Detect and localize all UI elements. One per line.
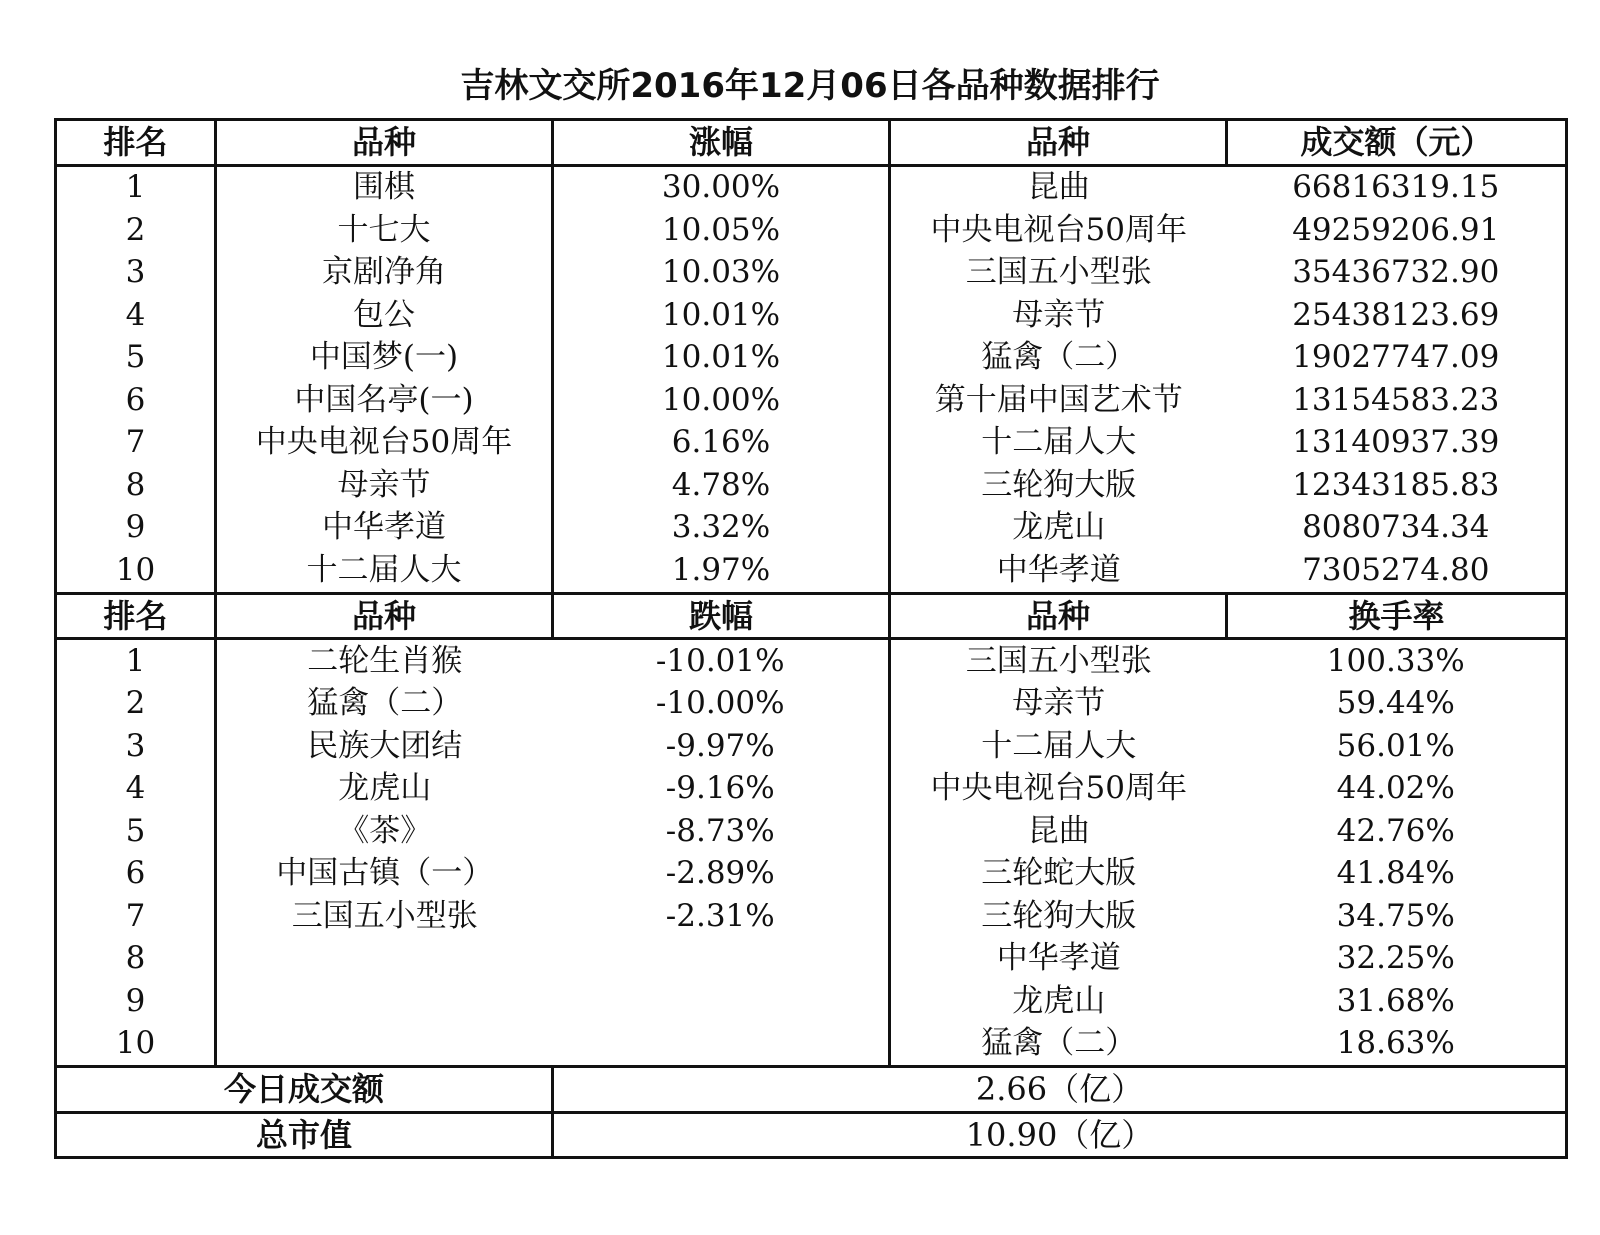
table-row <box>56 464 1567 507</box>
table-row <box>56 422 1567 465</box>
table-row <box>56 938 1567 981</box>
top-gain-name: 母亲节 <box>216 464 553 507</box>
bottom-loss-name: 龙虎山 <box>338 770 432 807</box>
bottom-loss-name: 中国古镇（一） <box>276 855 494 892</box>
bottom-turn-name: 中华孝道 <box>996 940 1121 977</box>
top-rank: 9 <box>56 507 216 550</box>
top-volume: 13140937.39 <box>1227 422 1567 465</box>
bottom-loss <box>553 980 890 1023</box>
table-row <box>56 379 1567 422</box>
bottom-turnover: 42.76% <box>1227 810 1567 853</box>
top-rank: 10 <box>56 549 216 593</box>
top-vol-name: 中华孝道 <box>996 551 1121 588</box>
bottom-rank: 4 <box>56 768 216 811</box>
top-vol-name: 龙虎山 <box>1012 509 1106 546</box>
bottom-turnover: 56.01% <box>1227 725 1567 768</box>
top-rank: 8 <box>56 464 216 507</box>
bottom-loss-name: 民族大团结 <box>307 727 463 764</box>
bottom-rank: 2 <box>56 683 216 726</box>
top-gain-name: 京剧净角 <box>216 252 553 295</box>
top-gain: 10.00% <box>553 379 890 422</box>
top-volume: 66816319.15 <box>1227 165 1567 209</box>
bottom-turn-name: 昆曲 <box>1027 812 1090 849</box>
bottom-loss-name: 猛禽（二） <box>307 685 463 722</box>
top-gain: 10.01% <box>553 294 890 337</box>
top-volume: 8080734.34 <box>1227 507 1567 550</box>
top-gain-name: 中国梦(一) <box>216 337 553 380</box>
bottom-loss-name <box>216 1023 553 1067</box>
table-row <box>56 639 1567 683</box>
bottom-header-name-a: 品种 <box>216 593 553 639</box>
top-volume: 19027747.09 <box>1227 337 1567 380</box>
ranking-table <box>54 118 1568 1159</box>
top-gain-name: 中央电视台50周年 <box>216 422 553 465</box>
top-gain-name: 十七大 <box>216 209 553 252</box>
table-row <box>56 895 1567 938</box>
bottom-turnover: 18.63% <box>1227 1023 1567 1067</box>
top-gain-name: 包公 <box>216 294 553 337</box>
bottom-turn-name: 母亲节 <box>1012 685 1106 722</box>
top-header-rank: 排名 <box>56 120 216 166</box>
bottom-turnover: 34.75% <box>1227 895 1567 938</box>
bottom-header-row <box>56 593 1567 639</box>
top-gain-name: 中国名亭(一) <box>216 379 553 422</box>
bottom-loss: -8.73% <box>553 810 890 853</box>
top-rank: 6 <box>56 379 216 422</box>
table-row <box>56 1023 1567 1067</box>
top-vol-name: 十二届人大 <box>981 424 1137 461</box>
summary-value: 2.66（亿） <box>553 1067 1567 1113</box>
table-row <box>56 507 1567 550</box>
top-header-name-a: 品种 <box>216 120 553 166</box>
bottom-rank: 7 <box>56 895 216 938</box>
top-rank: 4 <box>56 294 216 337</box>
bottom-turnover: 32.25% <box>1227 938 1567 981</box>
table-row <box>56 337 1567 380</box>
top-gain: 4.78% <box>553 464 890 507</box>
bottom-header-rank: 排名 <box>56 593 216 639</box>
bottom-loss: -2.89% <box>553 853 890 896</box>
bottom-turnover: 31.68% <box>1227 980 1567 1023</box>
bottom-loss-name <box>216 938 553 981</box>
top-rank: 3 <box>56 252 216 295</box>
table-row <box>56 725 1567 768</box>
top-gain-name: 中华孝道 <box>216 507 553 550</box>
bottom-loss: -10.01% <box>553 639 890 683</box>
summary-value: 10.90（亿） <box>553 1112 1567 1158</box>
bottom-loss-name: 三国五小型张 <box>291 897 478 934</box>
bottom-turnover: 100.33% <box>1227 639 1567 683</box>
top-volume: 35436732.90 <box>1227 252 1567 295</box>
top-gain: 10.05% <box>553 209 890 252</box>
summary-row <box>56 1112 1567 1158</box>
summary-row <box>56 1067 1567 1113</box>
top-gain: 10.01% <box>553 337 890 380</box>
top-gain: 3.32% <box>553 507 890 550</box>
bottom-turn-name: 龙虎山 <box>1012 982 1106 1019</box>
table-row <box>56 980 1567 1023</box>
top-vol-name: 母亲节 <box>1012 296 1106 333</box>
bottom-loss <box>553 938 890 981</box>
top-volume: 7305274.80 <box>1227 549 1567 593</box>
top-vol-name: 猛禽（二） <box>981 339 1137 376</box>
table-row <box>56 768 1567 811</box>
table-row <box>56 683 1567 726</box>
top-header-value-b: 成交额（元） <box>1227 120 1567 166</box>
bottom-turn-name: 猛禽（二） <box>981 1025 1137 1062</box>
bottom-turnover: 41.84% <box>1227 853 1567 896</box>
bottom-rank: 5 <box>56 810 216 853</box>
table-row <box>56 549 1567 593</box>
bottom-turnover: 44.02% <box>1227 768 1567 811</box>
top-vol-name: 中央电视台50周年 <box>930 211 1187 248</box>
top-header-row <box>56 120 1567 166</box>
top-gain: 10.03% <box>553 252 890 295</box>
top-header-name-b: 品种 <box>890 120 1227 166</box>
bottom-turn-name: 中央电视台50周年 <box>930 770 1187 807</box>
bottom-turnover: 59.44% <box>1227 683 1567 726</box>
bottom-header-value-b: 换手率 <box>1227 593 1567 639</box>
bottom-loss: -9.97% <box>553 725 890 768</box>
table-row <box>56 209 1567 252</box>
bottom-turn-name: 三轮蛇大版 <box>981 855 1137 892</box>
bottom-rank: 3 <box>56 725 216 768</box>
table-row <box>56 810 1567 853</box>
table-row <box>56 294 1567 337</box>
top-gain-name: 围棋 <box>216 165 553 209</box>
bottom-loss: -10.00% <box>553 683 890 726</box>
bottom-rank: 6 <box>56 853 216 896</box>
top-rank: 5 <box>56 337 216 380</box>
table-row <box>56 853 1567 896</box>
top-volume: 49259206.91 <box>1227 209 1567 252</box>
bottom-loss <box>553 1023 890 1067</box>
bottom-rank: 1 <box>56 639 216 683</box>
bottom-loss-name: 《茶》 <box>338 812 432 849</box>
page-title: 吉林文交所2016年12月06日各品种数据排行 <box>460 66 1160 106</box>
bottom-loss: -2.31% <box>553 895 890 938</box>
top-gain: 30.00% <box>553 165 890 209</box>
bottom-rank: 9 <box>56 980 216 1023</box>
top-rank: 7 <box>56 422 216 465</box>
top-gain-name: 十二届人大 <box>216 549 553 593</box>
bottom-loss-name: 二轮生肖猴 <box>307 642 463 679</box>
bottom-loss-name <box>216 980 553 1023</box>
summary-label: 今日成交额 <box>56 1067 553 1113</box>
top-vol-name: 三国五小型张 <box>965 254 1152 291</box>
summary-label: 总市值 <box>56 1112 553 1158</box>
top-vol-name: 第十届中国艺术节 <box>934 381 1183 418</box>
bottom-turn-name: 十二届人大 <box>981 727 1137 764</box>
top-gain: 1.97% <box>553 549 890 593</box>
table-row <box>56 165 1567 209</box>
bottom-turn-name: 三轮狗大版 <box>981 897 1137 934</box>
top-header-value-a: 涨幅 <box>553 120 890 166</box>
top-volume: 12343185.83 <box>1227 464 1567 507</box>
top-vol-name: 昆曲 <box>1027 169 1090 206</box>
top-rank: 2 <box>56 209 216 252</box>
top-vol-name: 三轮狗大版 <box>981 466 1137 503</box>
top-volume: 25438123.69 <box>1227 294 1567 337</box>
bottom-turn-name: 三国五小型张 <box>965 642 1152 679</box>
top-gain: 6.16% <box>553 422 890 465</box>
top-rank: 1 <box>56 165 216 209</box>
bottom-rank: 10 <box>56 1023 216 1067</box>
bottom-header-name-b: 品种 <box>890 593 1227 639</box>
bottom-rank: 8 <box>56 938 216 981</box>
top-volume: 13154583.23 <box>1227 379 1567 422</box>
bottom-header-value-a: 跌幅 <box>553 593 890 639</box>
table-row <box>56 252 1567 295</box>
bottom-loss: -9.16% <box>553 768 890 811</box>
